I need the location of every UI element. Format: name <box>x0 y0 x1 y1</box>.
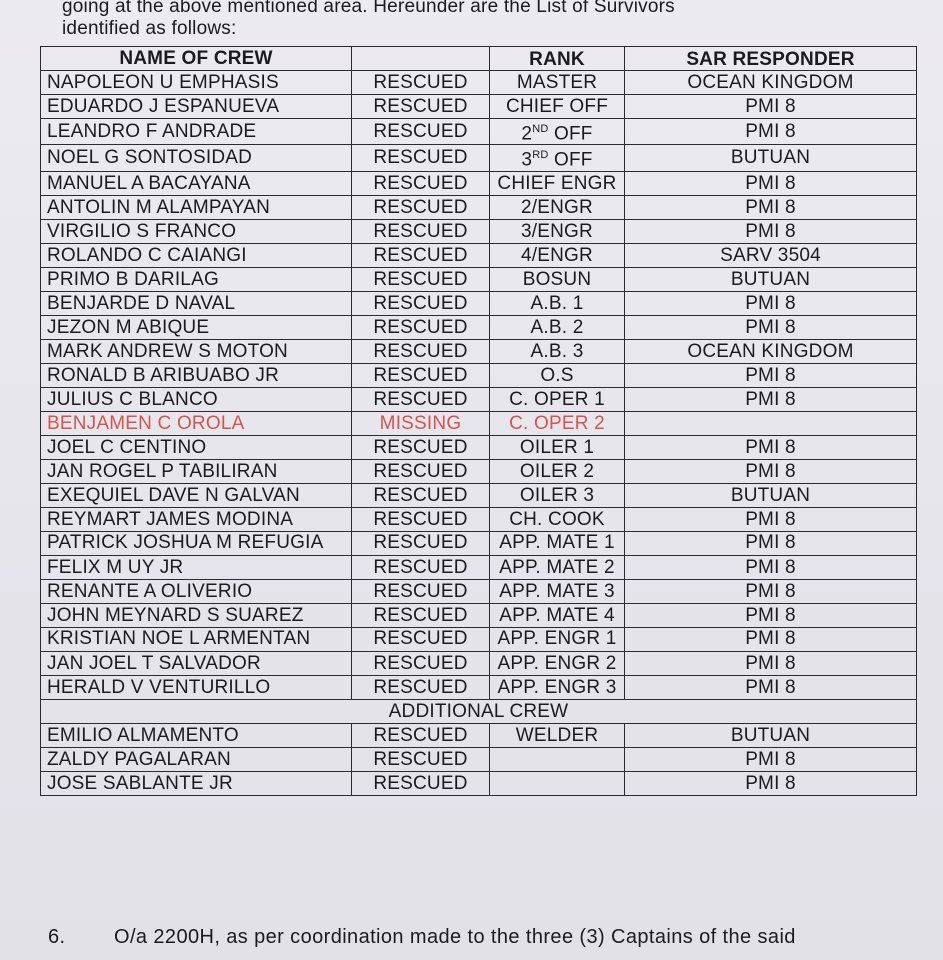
crew-sar-responder <box>625 411 917 435</box>
crew-name: MANUEL A BACAYANA <box>41 171 352 195</box>
crew-name: JOHN MEYNARD S SUAREZ <box>41 603 352 627</box>
crew-status: RESCUED <box>352 747 490 771</box>
crew-name: PATRICK JOSHUA M REFUGIA <box>41 531 352 555</box>
crew-rows <box>41 71 917 700</box>
crew-rank: C. OPER 2 <box>490 411 625 435</box>
crew-name: ROLANDO C CAIANGI <box>41 243 352 267</box>
crew-status: RESCUED <box>352 119 490 145</box>
crew-status: MISSING <box>352 411 490 435</box>
crew-rank: OILER 3 <box>490 483 625 507</box>
table-header-row <box>41 47 917 71</box>
additional-crew-row <box>41 699 917 723</box>
crew-name: JAN ROGEL P TABILIRAN <box>41 459 352 483</box>
header-name: NAME OF CREW <box>41 47 352 71</box>
crew-name: ZALDY PAGALARAN <box>41 747 352 771</box>
crew-sar-responder: PMI 8 <box>625 435 917 459</box>
intro-line-1: going at the above mentioned area. Hereunder are the List of Survivors <box>62 0 675 17</box>
crew-rank: APP. MATE 4 <box>490 603 625 627</box>
crew-status: RESCUED <box>352 507 490 531</box>
crew-name: BENJAMEN C OROLA <box>41 411 352 435</box>
crew-name: FELIX M UY JR <box>41 555 352 579</box>
crew-status: RESCUED <box>352 579 490 603</box>
crew-status: RESCUED <box>352 315 490 339</box>
table-row <box>41 95 917 119</box>
crew-status: RESCUED <box>352 219 490 243</box>
crew-sar-responder: PMI 8 <box>625 95 917 119</box>
crew-name: REYMART JAMES MODINA <box>41 507 352 531</box>
crew-sar-responder: PMI 8 <box>625 747 917 771</box>
crew-name: BENJARDE D NAVAL <box>41 291 352 315</box>
table-row <box>41 363 917 387</box>
paragraph-text: O/a 2200H, as per coordination made to the three (3) Captains of the said <box>114 926 796 948</box>
additional-crew-section <box>41 699 917 795</box>
table-row <box>41 555 917 579</box>
crew-status: RESCUED <box>352 435 490 459</box>
crew-name: NOEL G SONTOSIDAD <box>41 145 352 171</box>
crew-rank: APP. MATE 1 <box>490 531 625 555</box>
ordinal-suffix: RD <box>532 149 549 162</box>
crew-rank: CHIEF ENGR <box>490 171 625 195</box>
table-row <box>41 603 917 627</box>
table-row <box>41 291 917 315</box>
crew-status: RESCUED <box>352 95 490 119</box>
crew-status: RESCUED <box>352 267 490 291</box>
crew-status: RESCUED <box>352 243 490 267</box>
crew-status: RESCUED <box>352 675 490 699</box>
header-status <box>352 47 490 71</box>
crew-status: RESCUED <box>352 531 490 555</box>
crew-rank: CH. COOK <box>490 507 625 531</box>
crew-rank: APP. MATE 2 <box>490 555 625 579</box>
table-row <box>41 411 917 435</box>
table-row <box>41 627 917 651</box>
table-row <box>41 507 917 531</box>
crew-rank <box>490 771 625 795</box>
crew-name: LEANDRO F ANDRADE <box>41 119 352 145</box>
table-row <box>41 267 917 291</box>
table-row <box>41 71 917 95</box>
crew-name: ANTOLIN M ALAMPAYAN <box>41 195 352 219</box>
paragraph-number: 6. <box>48 926 66 948</box>
crew-status: RESCUED <box>352 339 490 363</box>
crew-sar-responder: PMI 8 <box>625 195 917 219</box>
survivors-table <box>40 46 917 796</box>
crew-sar-responder: PMI 8 <box>625 315 917 339</box>
table-row <box>41 651 917 675</box>
crew-sar-responder: PMI 8 <box>625 459 917 483</box>
crew-name: JAN JOEL T SALVADOR <box>41 651 352 675</box>
crew-rank: OILER 1 <box>490 435 625 459</box>
crew-rank: A.B. 2 <box>490 315 625 339</box>
crew-name: PRIMO B DARILAG <box>41 267 352 291</box>
table-row <box>41 387 917 411</box>
crew-status: RESCUED <box>352 555 490 579</box>
crew-sar-responder: PMI 8 <box>625 171 917 195</box>
crew-name: NAPOLEON U EMPHASIS <box>41 71 352 95</box>
paragraph-6 <box>48 926 928 949</box>
crew-sar-responder: PMI 8 <box>625 219 917 243</box>
crew-status: RESCUED <box>352 171 490 195</box>
crew-name: EMILIO ALMAMENTO <box>41 723 352 747</box>
crew-rank: CHIEF OFF <box>490 95 625 119</box>
header-rank: RANK <box>490 47 625 71</box>
crew-sar-responder: PMI 8 <box>625 579 917 603</box>
crew-rank: 4/ENGR <box>490 243 625 267</box>
crew-status: RESCUED <box>352 651 490 675</box>
table-row <box>41 171 917 195</box>
crew-rank: A.B. 3 <box>490 339 625 363</box>
crew-rank: O.S <box>490 363 625 387</box>
crew-status: RESCUED <box>352 363 490 387</box>
crew-sar-responder: BUTUAN <box>625 145 917 171</box>
table-row <box>41 459 917 483</box>
table-row <box>41 675 917 699</box>
crew-sar-responder: PMI 8 <box>625 387 917 411</box>
additional-crew-label: ADDITIONAL CREW <box>41 699 917 723</box>
crew-rank: C. OPER 1 <box>490 387 625 411</box>
crew-rank: OILER 2 <box>490 459 625 483</box>
crew-sar-responder: SARV 3504 <box>625 243 917 267</box>
table-row <box>41 531 917 555</box>
crew-sar-responder: BUTUAN <box>625 723 917 747</box>
crew-name: HERALD V VENTURILLO <box>41 675 352 699</box>
crew-sar-responder: BUTUAN <box>625 483 917 507</box>
crew-status: RESCUED <box>352 771 490 795</box>
table-row <box>41 771 917 795</box>
table-row <box>41 339 917 363</box>
crew-status: RESCUED <box>352 195 490 219</box>
crew-name: JOEL C CENTINO <box>41 435 352 459</box>
crew-name: VIRGILIO S FRANCO <box>41 219 352 243</box>
crew-rank: BOSUN <box>490 267 625 291</box>
intro-paragraph <box>62 0 922 40</box>
table-row <box>41 145 917 171</box>
crew-sar-responder: PMI 8 <box>625 555 917 579</box>
crew-rank: APP. ENGR 3 <box>490 675 625 699</box>
crew-rank: A.B. 1 <box>490 291 625 315</box>
table-row <box>41 219 917 243</box>
crew-rank: 2/ENGR <box>490 195 625 219</box>
crew-rank: 2ND OFF <box>490 119 625 145</box>
crew-sar-responder: PMI 8 <box>625 603 917 627</box>
crew-name: JEZON M ABIQUE <box>41 315 352 339</box>
crew-sar-responder: PMI 8 <box>625 363 917 387</box>
crew-status: RESCUED <box>352 603 490 627</box>
crew-name: RONALD B ARIBUABO JR <box>41 363 352 387</box>
crew-name: KRISTIAN NOE L ARMENTAN <box>41 627 352 651</box>
crew-sar-responder: PMI 8 <box>625 627 917 651</box>
intro-line-2: identified as follows: <box>62 18 237 39</box>
crew-sar-responder: PMI 8 <box>625 531 917 555</box>
crew-sar-responder: PMI 8 <box>625 675 917 699</box>
crew-sar-responder: BUTUAN <box>625 267 917 291</box>
crew-sar-responder: PMI 8 <box>625 291 917 315</box>
table-row <box>41 195 917 219</box>
table-row <box>41 315 917 339</box>
crew-status: RESCUED <box>352 291 490 315</box>
table-row <box>41 243 917 267</box>
crew-name: JOSE SABLANTE JR <box>41 771 352 795</box>
crew-sar-responder: OCEAN KINGDOM <box>625 339 917 363</box>
crew-status: RESCUED <box>352 483 490 507</box>
crew-status: RESCUED <box>352 145 490 171</box>
crew-rank: WELDER <box>490 723 625 747</box>
crew-name: MARK ANDREW S MOTON <box>41 339 352 363</box>
table-row <box>41 747 917 771</box>
crew-name: EXEQUIEL DAVE N GALVAN <box>41 483 352 507</box>
table-row <box>41 435 917 459</box>
crew-name: EDUARDO J ESPANUEVA <box>41 95 352 119</box>
crew-rank: APP. MATE 3 <box>490 579 625 603</box>
crew-status: RESCUED <box>352 459 490 483</box>
crew-status: RESCUED <box>352 627 490 651</box>
crew-rank: APP. ENGR 1 <box>490 627 625 651</box>
crew-sar-responder: PMI 8 <box>625 651 917 675</box>
header-sar-responder: SAR RESPONDER <box>625 47 917 71</box>
table-row <box>41 119 917 145</box>
crew-sar-responder: PMI 8 <box>625 771 917 795</box>
crew-status: RESCUED <box>352 723 490 747</box>
crew-sar-responder: PMI 8 <box>625 119 917 145</box>
crew-status: RESCUED <box>352 71 490 95</box>
crew-sar-responder: OCEAN KINGDOM <box>625 71 917 95</box>
crew-rank <box>490 747 625 771</box>
crew-name: RENANTE A OLIVERIO <box>41 579 352 603</box>
crew-rank: MASTER <box>490 71 625 95</box>
crew-rank: APP. ENGR 2 <box>490 651 625 675</box>
crew-name: JULIUS C BLANCO <box>41 387 352 411</box>
crew-sar-responder: PMI 8 <box>625 507 917 531</box>
crew-rank: 3RD OFF <box>490 145 625 171</box>
crew-rank: 3/ENGR <box>490 219 625 243</box>
table-row <box>41 483 917 507</box>
ordinal-suffix: ND <box>532 123 549 135</box>
crew-status: RESCUED <box>352 387 490 411</box>
table-row <box>41 579 917 603</box>
table-row <box>41 723 917 747</box>
